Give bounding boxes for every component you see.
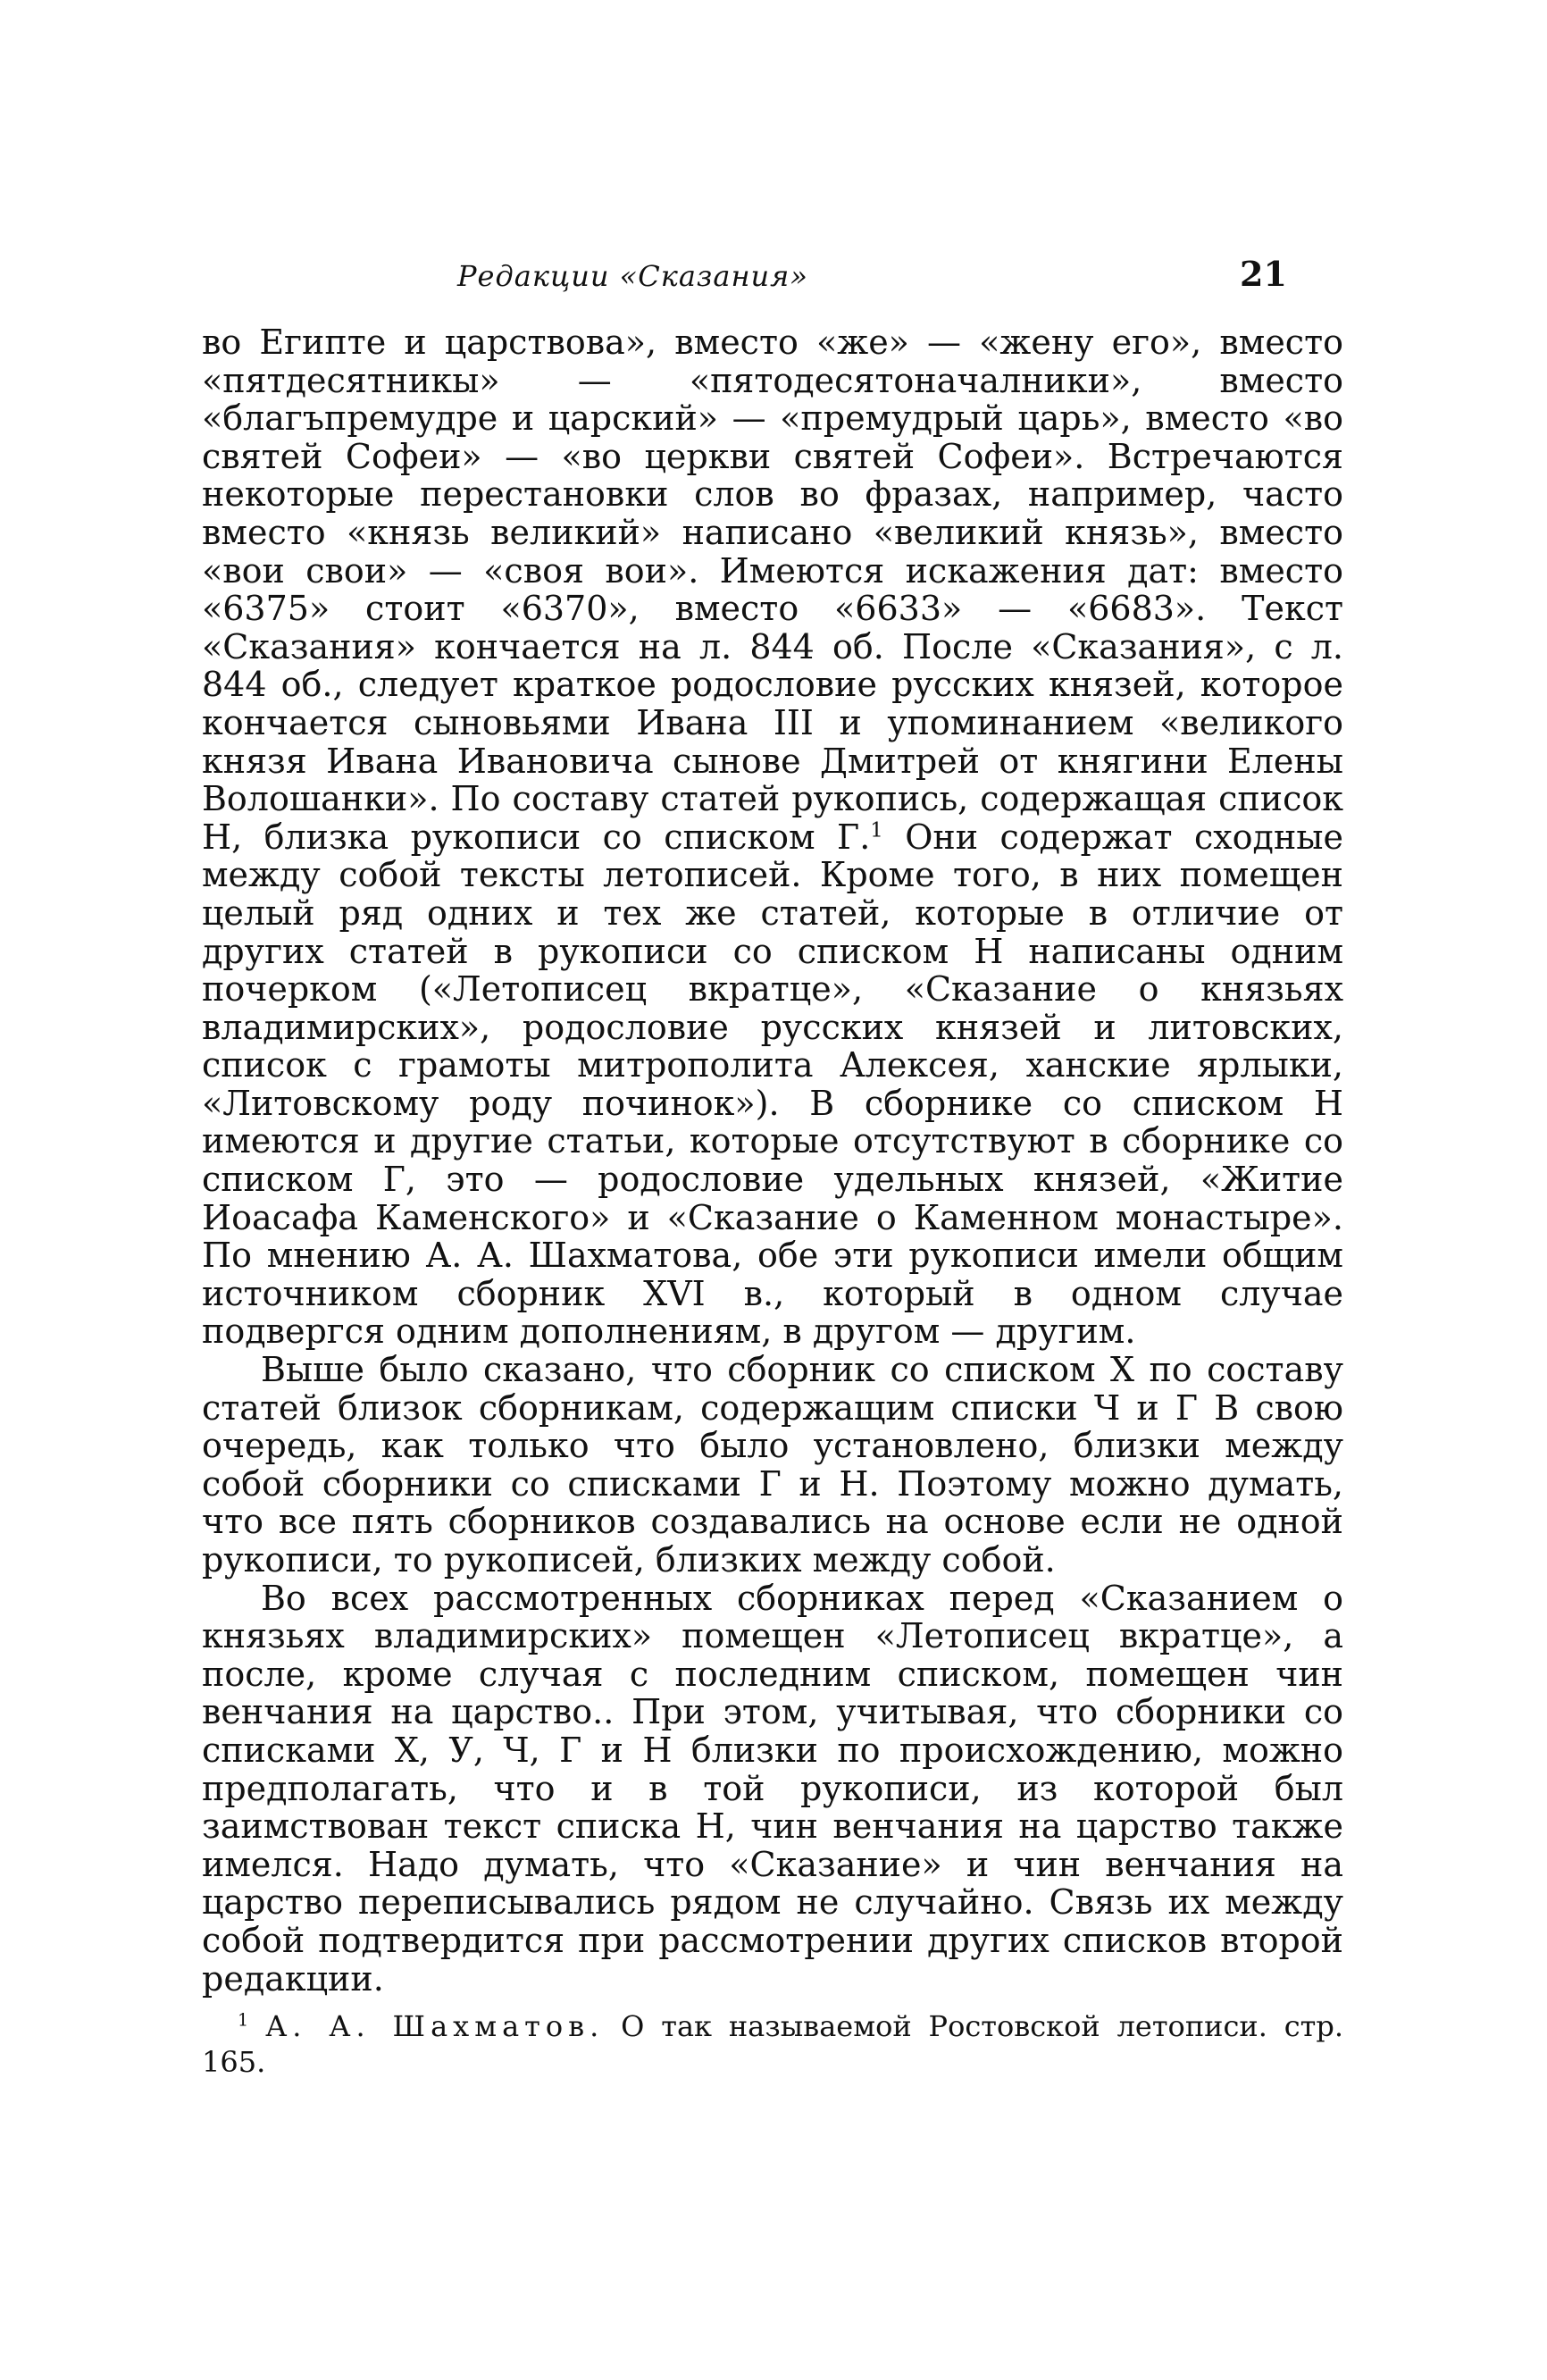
footnote-marker: 1: [238, 2009, 249, 2031]
paragraph-3: Во всех рассмотренных сборниках перед «Сказанием о князьях владимирских» помещен «Летописец вкратце», а после, кроме случая с последним списком, помещен чин венчания на царство.. При этом, учитывая, что сборники со списками Х, У, Ч, Г и Н близки по происхождению, можно предполагать, что и в той рукописи, из которой был заимствован текст списка Н, чин венчания на царство также имелся. Надо думать, что «Сказание» и чин венчания на царство переписывались рядом не случайно. Связь их между собой подтвердится при рассмотрении других списков второй редакции.: [202, 1578, 1343, 1999]
page-number: 21: [1240, 254, 1287, 294]
footnote-text: О так называемой Ростовской летописи. стр. 165.: [202, 2009, 1344, 2079]
paragraph-1: [202, 323, 1343, 1351]
footnote-author: А. А. Шахматов.: [265, 2009, 605, 2043]
running-head: Редакции «Сказания»: [457, 259, 808, 293]
paragraph-1-text-b: Они содержат сходные между собой тексты летописей. Кроме того, в них помещен целый ряд одних и тех же статей, которые в отличие от других статей в рукописи со списком Н написаны одним почерком («Летописец вкратце», «Сказание о князьях владимирских», родословие русских князей и литовских, список с грамоты митрополита Алексея, ханские ярлыки, «Литовскому роду починок»). В сборнике со списком Н имеются и другие статьи, которые отсутствуют в сборнике со списком Г, это — родословие удельных князей, «Житие Иоасафа Каменского» и «Сказание о Каменном монастыре». По мнению А. А. Шахматова, обе эти рукописи имели общим источником сборник XVI в., который в одном случае подвергся одним дополнениям, в другом — другим.: [202, 817, 1344, 1352]
footnote-reference[interactable]: 1: [870, 818, 883, 842]
main-text: [202, 323, 1343, 1998]
footnote: [202, 2008, 1343, 2080]
paragraph-2: Выше было сказано, что сборник со списком Х по составу статей близок сборникам, содержащим списки Ч и Г В свою очередь, как только что было установлено, близки между собой сборники со списками Г и Н. Поэтому можно думать, что все пять сборников создавались на основе если не одной рукописи, то рукописей, близких между собой.: [202, 1350, 1343, 1580]
paragraph-1-text-a: во Египте и царствова», вместо «же» — «жену его», вместо «пятдесятникы» — «пятодесятоначалники», вместо «благъпремудре и царский» — «премудрый царь», вместо «во святей Софеи» — «во церкви святей Софеи». Встречаются некоторые перестановки слов во фразах, например, часто вместо «князь великий» написано «великий князь», вместо «вои свои» — «своя вои». Имеются искажения дат: вместо «6375» стоит «6370», вместо «6633» — «6683». Текст «Сказания» кончается на л. 844 об. После «Сказания», с л. 844 об., следует краткое родословие русских князей, которое кончается сыновьями Ивана III и упоминанием «великого князя Ивана Ивановича сынове Дмитрей от княгини Елены Волошанки». По составу статей рукопись, содержащая список Н, близка рукописи со списком Г.: [202, 323, 1343, 857]
